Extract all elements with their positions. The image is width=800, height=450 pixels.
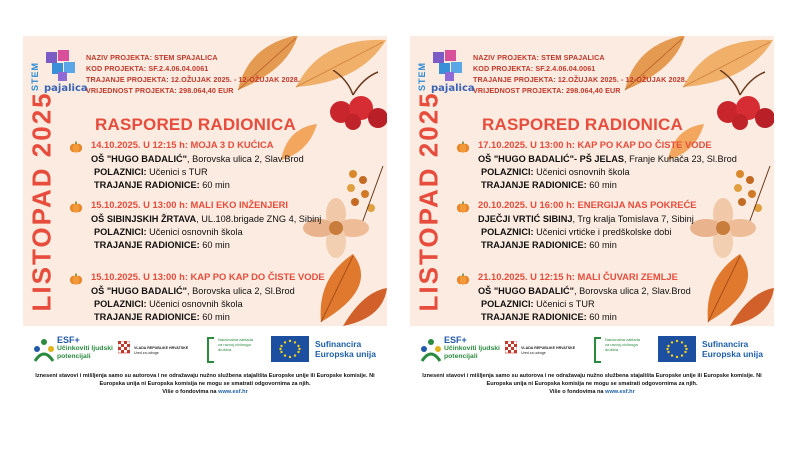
project-code: KOD PROJEKTA: SF.2.4.06.04.0061: [86, 64, 209, 73]
event-participants: [456, 226, 756, 239]
event-duration: [456, 179, 756, 192]
participants-label: POLAZNICI:: [94, 167, 147, 177]
participants-value: Učenici s TUR: [533, 299, 595, 309]
event-school: OŠ SIBINJSKIH ŽRTAVA: [91, 214, 197, 224]
more-info-line: [31, 388, 379, 396]
participants-label: POLAZNICI:: [94, 299, 147, 309]
cubes-icon: [44, 48, 78, 82]
event-address: , Franje Kuhača 23, Sl.Brod: [624, 154, 737, 164]
nzcd-logo: [593, 337, 655, 365]
event-address: , Borovska ulica 2, Slav.Brod: [574, 286, 691, 296]
event-duration: [69, 179, 369, 192]
event-participants: [456, 166, 756, 179]
project-duration: TRAJANJE PROJEKTA: 12.OŽUJAK 2025. - 12-OŽUJAK 2028.: [86, 75, 300, 84]
participants-label: POLAZNICI:: [481, 299, 534, 309]
pumpkin-icon: [456, 200, 470, 218]
event-duration: [456, 311, 756, 324]
project-value: VRIJEDNOST PROJEKTA: 298.064,40 EUR: [86, 86, 234, 95]
logo-vertical-text: STEM: [417, 62, 427, 92]
eu-cofunding-logo: [658, 336, 770, 364]
event-item: [69, 139, 369, 192]
disclaimer: [410, 372, 774, 396]
poster-footer: [23, 326, 387, 412]
event-location: [69, 213, 369, 226]
esf-logo: [420, 335, 500, 365]
pumpkin-icon: [69, 140, 83, 158]
government-line-1: VLADA REPUBLIKE HRVATSKE: [134, 346, 189, 350]
pumpkin-icon: [69, 272, 83, 290]
event-school: DJEČJI VRTIĆ SIBINJ: [478, 214, 573, 224]
duration-label: TRAJANJE RADIONICE:: [481, 312, 587, 322]
project-name: NAZIV PROJEKTA: STEM SPAJALICA: [473, 53, 605, 62]
participants-value: Učenici vrtićke i predškolske dobi: [533, 227, 672, 237]
poster-left: [23, 36, 387, 412]
bracket-icon: [593, 337, 603, 363]
disclaimer-text: Izneseni stavovi i mišljenja samo su autorova i ne odražavaju nužno službena stajališta Europske unije ili Europske komisije. Ni Europska unija ni Europska komisija ne mogu se smatrati odgovornima za njih.: [35, 373, 375, 387]
event-title: 15.10.2025. U 13:00 h: KAP PO KAP DO ČISTE VODE: [91, 271, 325, 282]
schedule-title: RASPORED RADIONICA: [95, 115, 297, 134]
event-address: , UL.108.brigade ZNG 4, Sibinj: [196, 214, 322, 224]
event-duration: [69, 311, 369, 324]
esf-plus-label: ESF+: [57, 335, 80, 345]
event-school: OŠ "HUGO BADALIĆ": [91, 154, 187, 164]
esf-plus-label: ESF+: [444, 335, 467, 345]
government-name: [134, 346, 188, 356]
government-name: [521, 346, 575, 356]
month-title: LISTOPAD 2025: [413, 91, 444, 312]
event-header: [69, 139, 369, 153]
government-logo: [505, 341, 585, 361]
schedule-title: RASPORED RADIONICA: [482, 115, 684, 134]
stem-spajalica-logo: [416, 48, 475, 94]
event-address: , Borovska ulica 2, Slav.Brod: [187, 154, 304, 164]
event-title: 15.10.2025. U 13:00 h: MALI EKO INŽENJERI: [91, 199, 288, 210]
more-info-line: [418, 388, 766, 396]
pumpkin-icon: [69, 200, 83, 218]
event-participants: [456, 298, 756, 311]
event-location: [69, 153, 369, 166]
eu-cofunding-label: Sufinancira Europska unija: [315, 339, 376, 359]
participants-value: Učenici osnovnih škola: [146, 299, 243, 309]
project-name: NAZIV PROJEKTA: STEM SPAJALICA: [86, 53, 218, 62]
government-logo: [118, 341, 198, 361]
duration-label: TRAJANJE RADIONICE:: [94, 180, 200, 190]
participants-label: POLAZNICI:: [481, 167, 534, 177]
event-item: [69, 199, 369, 252]
duration-value: 60 min: [199, 180, 230, 190]
event-title: 20.10.2025. U 16:00 h: ENERGIJA NAS POKREĆE: [478, 199, 697, 210]
project-info: [473, 52, 687, 96]
funding-logos: [23, 335, 387, 365]
event-header: [456, 199, 756, 213]
event-header: [456, 271, 756, 285]
esf-people-icon: [420, 337, 442, 363]
event-school: OŠ "HUGO BADALIĆ": [478, 286, 574, 296]
event-address: , Trg kralja Tomislava 7, Sibinj: [572, 214, 694, 224]
eu-cofunding-label: Sufinancira Europska unija: [702, 339, 763, 359]
event-duration: [456, 239, 756, 252]
event-header: [69, 199, 369, 213]
government-line-2: Ured za udruge: [134, 351, 159, 355]
esf-logo: [33, 335, 113, 365]
poster-right: [410, 36, 774, 412]
logo-vertical-text: STEM: [30, 62, 40, 92]
disclaimer: [23, 372, 387, 396]
esf-link[interactable]: www.esf.hr: [218, 389, 248, 395]
government-line-1: VLADA REPUBLIKE HRVATSKE: [521, 346, 576, 350]
participants-value: Učenici osnovnih škola: [146, 227, 243, 237]
event-item: [456, 199, 756, 252]
eu-flag-icon: [658, 336, 696, 362]
esf-link[interactable]: www.esf.hr: [605, 389, 635, 395]
pumpkin-icon: [456, 272, 470, 290]
rowan-berries-icon: [323, 70, 387, 130]
pumpkin-icon: [456, 140, 470, 158]
project-value: VRIJEDNOST PROJEKTA: 298.064,40 EUR: [473, 86, 621, 95]
event-item: [69, 271, 369, 324]
event-header: [69, 271, 369, 285]
poster-background: [410, 36, 774, 326]
event-duration: [69, 239, 369, 252]
esf-program-name: Učinkoviti ljudski potencijali: [444, 345, 500, 360]
logo-word: pajalica: [431, 83, 475, 94]
event-item: [456, 271, 756, 324]
event-location: [456, 213, 756, 226]
event-title: 21.10.2025. U 12:15 h: MALI ČUVARI ZEMLJE: [478, 271, 678, 282]
duration-value: 60 min: [586, 240, 617, 250]
esf-people-icon: [33, 337, 55, 363]
participants-value: Učenici osnovnih škola: [533, 167, 630, 177]
event-header: [456, 139, 756, 153]
participants-value: Učenici s TUR: [146, 167, 208, 177]
event-location: [456, 285, 756, 298]
government-line-2: Ured za udruge: [521, 351, 546, 355]
project-info: [86, 52, 300, 96]
event-location: [456, 153, 756, 166]
nzcd-name: Nacionalna zaklada za razvoj civilnoga društva: [605, 337, 640, 352]
disclaimer-text: Izneseni stavovi i mišljenja samo su autorova i ne odražavaju nužno službena stajališta Europske unije ili Europske komisije. Ni Europska unija ni Europska komisija ne mogu se smatrati odgovornima za njih.: [422, 373, 762, 387]
project-duration: TRAJANJE PROJEKTA: 12.OŽUJAK 2025. - 12-OŽUJAK 2028.: [473, 75, 687, 84]
event-title: 17.10.2025. U 13:00 h: KAP PO KAP DO ČISTE VODE: [478, 139, 712, 150]
funding-logos: [410, 335, 774, 365]
croatian-coat-of-arms-icon: [118, 341, 130, 357]
duration-value: 60 min: [199, 312, 230, 322]
poster-footer: [410, 326, 774, 412]
event-location: [69, 285, 369, 298]
event-participants: [69, 298, 369, 311]
participants-label: POLAZNICI:: [94, 227, 147, 237]
cubes-icon: [431, 48, 465, 82]
poster-background: [23, 36, 387, 326]
event-address: , Borovska ulica 2, Sl.Brod: [187, 286, 295, 296]
event-item: [456, 139, 756, 192]
duration-value: 60 min: [586, 180, 617, 190]
bracket-icon: [206, 337, 216, 363]
participants-label: POLAZNICI:: [481, 227, 534, 237]
logo-word: pajalica: [44, 83, 88, 94]
rowan-berries-icon: [710, 70, 774, 130]
project-code: KOD PROJEKTA: SF.2.4.06.04.0061: [473, 64, 596, 73]
stem-spajalica-logo: [29, 48, 88, 94]
month-title: LISTOPAD 2025: [26, 91, 57, 312]
event-title: 14.10.2025. U 12:15 h: MOJA 3 D KUĆICA: [91, 139, 274, 150]
duration-value: 60 min: [199, 240, 230, 250]
nzcd-logo: [206, 337, 268, 365]
esf-program-name: Učinkoviti ljudski potencijali: [57, 345, 113, 360]
duration-label: TRAJANJE RADIONICE:: [481, 240, 587, 250]
duration-label: TRAJANJE RADIONICE:: [94, 240, 200, 250]
duration-label: TRAJANJE RADIONICE:: [94, 312, 200, 322]
croatian-coat-of-arms-icon: [505, 341, 517, 357]
event-participants: [69, 166, 369, 179]
duration-value: 60 min: [586, 312, 617, 322]
eu-cofunding-logo: [271, 336, 383, 364]
event-school: OŠ "HUGO BADALIĆ"- PŠ JELAS: [478, 154, 625, 164]
event-school: OŠ "HUGO BADALIĆ": [91, 286, 187, 296]
eu-flag-icon: [271, 336, 309, 362]
event-participants: [69, 226, 369, 239]
duration-label: TRAJANJE RADIONICE:: [481, 180, 587, 190]
more-info-text: Više o fondovima na: [162, 389, 219, 395]
nzcd-name: Nacionalna zaklada za razvoj civilnoga društva: [218, 337, 253, 352]
more-info-text: Više o fondovima na: [549, 389, 606, 395]
